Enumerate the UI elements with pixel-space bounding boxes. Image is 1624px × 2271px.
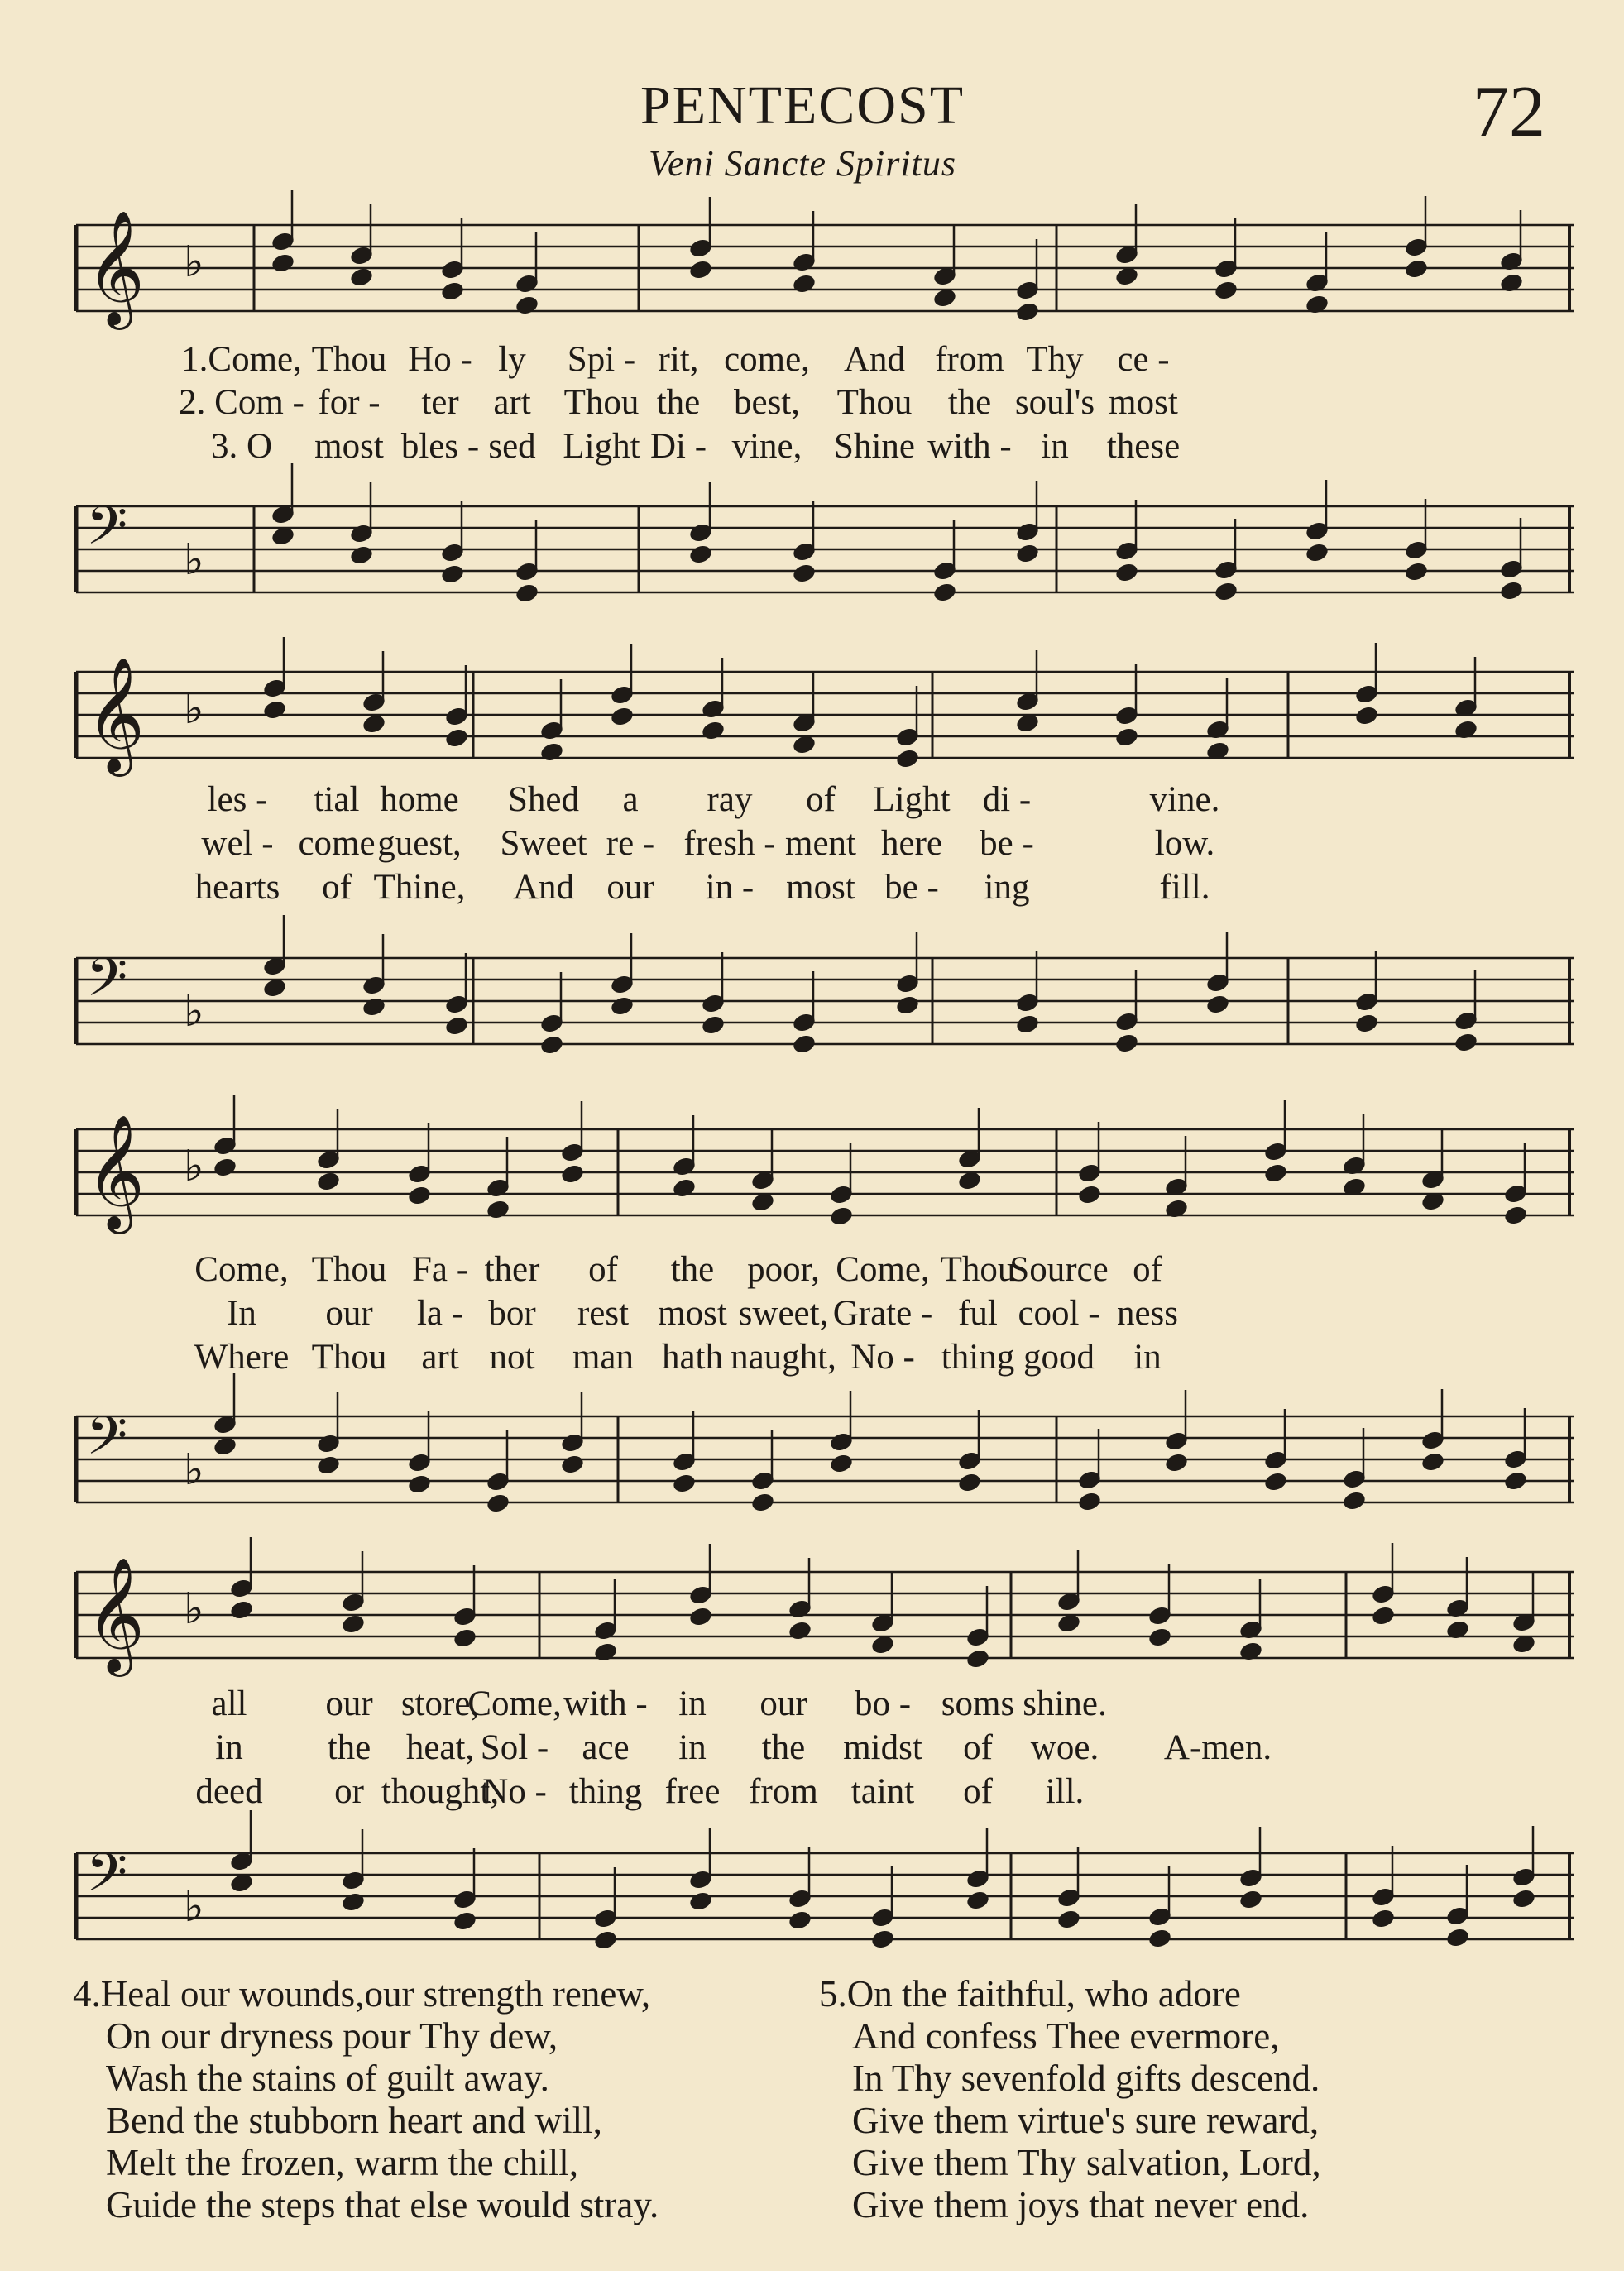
notehead <box>1305 542 1330 564</box>
notehead <box>1077 1491 1103 1513</box>
lyric-row <box>76 779 1574 821</box>
verse-line: On our dryness pour Thy dew, <box>106 2015 558 2057</box>
lyric-syllable: of <box>588 1250 618 1289</box>
notehead <box>688 259 714 281</box>
verse-line: Give them joys that never end. <box>852 2184 1310 2225</box>
lyric-syllable: art <box>493 383 531 422</box>
notehead <box>965 1648 991 1670</box>
lyric-syllable: low. <box>1154 824 1215 863</box>
lyric-syllable: poor, <box>747 1250 820 1289</box>
notehead <box>1445 1927 1471 1949</box>
lyric-syllable: And <box>512 868 575 907</box>
notehead <box>1342 1176 1368 1199</box>
lyric-syllable: free <box>664 1772 721 1811</box>
lyric-syllable: Ho - <box>408 340 472 379</box>
verse-line: 5.On the faithful, who adore <box>819 1973 1241 2015</box>
notehead <box>444 727 470 750</box>
lyric-syllable: 2. Com - <box>179 383 304 422</box>
notehead <box>1205 994 1231 1016</box>
lyric-syllable: No - <box>850 1338 915 1377</box>
lyric-syllable: best, <box>733 383 801 422</box>
notehead <box>1499 272 1525 295</box>
lyric-syllable: 1.Come, <box>181 340 302 379</box>
notehead <box>539 1034 565 1056</box>
bass-staff <box>76 1842 1574 1940</box>
lyric-syllable: Shine <box>834 427 915 466</box>
notehead <box>229 1599 255 1622</box>
notehead <box>788 1909 813 1932</box>
lyric-row <box>76 1337 1574 1378</box>
notehead <box>932 582 958 604</box>
lyric-syllable: fresh - <box>683 824 776 863</box>
lyric-syllable: hath <box>661 1338 724 1377</box>
lyric-syllable: vine, <box>731 427 802 466</box>
verse-line: Give them virtue's sure reward, <box>852 2100 1320 2141</box>
flat-sign-icon: ♭ <box>184 987 204 1037</box>
bass-staff <box>76 947 1574 1045</box>
notehead <box>1503 1470 1529 1492</box>
notehead <box>610 995 635 1018</box>
lyric-syllable: the <box>947 383 992 422</box>
bass-staff <box>76 1406 1574 1503</box>
notehead <box>1214 581 1239 603</box>
verse-line: Wash the stains of guilt away. <box>106 2058 549 2099</box>
lyric-syllable: Thine, <box>373 868 466 907</box>
hymn-subtitle: Veni Sancte Spiritus <box>649 143 956 184</box>
lyric-syllable: bo - <box>854 1684 912 1723</box>
lyric-syllable: Light <box>563 427 640 466</box>
notehead <box>362 996 387 1018</box>
lyric-syllable: Where <box>194 1338 290 1377</box>
lyric-syllable: Fa - <box>411 1250 469 1289</box>
notehead <box>1263 1471 1289 1493</box>
notehead <box>440 563 466 586</box>
lyric-syllable: in <box>1041 427 1069 466</box>
notehead <box>453 1627 478 1650</box>
treble-staff <box>76 657 1574 772</box>
lyric-syllable: from <box>749 1772 818 1811</box>
notehead <box>349 544 375 567</box>
bass-clef-icon: 𝄢 <box>86 496 128 570</box>
lyric-syllable: midst <box>843 1728 922 1767</box>
notehead <box>515 295 540 317</box>
treble-clef-icon: 𝄞 <box>86 210 145 325</box>
lyric-syllable: Thou <box>311 1338 387 1377</box>
lyric-syllable: our <box>759 1684 807 1723</box>
flat-sign-icon: ♭ <box>184 1445 204 1495</box>
notehead <box>1404 258 1430 280</box>
notehead <box>610 706 635 728</box>
lyric-syllable: soul's <box>1014 383 1095 422</box>
lyric-syllable: the <box>327 1728 371 1767</box>
notehead <box>316 1171 342 1193</box>
notehead <box>672 1177 697 1200</box>
notehead <box>560 1163 586 1186</box>
notehead <box>271 252 296 275</box>
lyric-row <box>76 823 1574 865</box>
lyric-syllable: a <box>622 780 639 819</box>
lyric-syllable: come, <box>724 340 810 379</box>
lyric-syllable: ill. <box>1045 1772 1085 1811</box>
lyric-syllable: Sweet <box>500 824 587 863</box>
lyric-syllable: shine. <box>1023 1684 1107 1723</box>
lyric-row <box>76 339 1574 381</box>
flat-sign-icon: ♭ <box>184 1882 204 1932</box>
lyric-syllable: ful <box>958 1294 998 1333</box>
lyric-syllable: our <box>606 868 654 907</box>
lyric-row <box>76 1249 1574 1291</box>
lyric-syllable: ment <box>785 824 856 863</box>
lyric-syllable: Come, <box>467 1684 562 1723</box>
lyric-syllable: ther <box>484 1250 540 1289</box>
notehead <box>262 699 288 721</box>
verse-line: Guide the steps that else would stray. <box>106 2184 659 2225</box>
lyric-syllable: wel - <box>201 824 274 863</box>
notehead <box>593 1929 619 1952</box>
lyric-syllable: ing <box>984 868 1030 907</box>
lyric-syllable: ness <box>1116 1294 1179 1333</box>
lyric-syllable: Thou <box>836 383 913 422</box>
notehead <box>1263 1162 1289 1185</box>
lyric-syllable: store, <box>400 1684 480 1723</box>
lyric-syllable: Thou <box>311 1250 387 1289</box>
notehead <box>1238 1641 1264 1663</box>
lyric-syllable: ace <box>582 1728 630 1767</box>
lyric-syllable: 3. O <box>210 427 273 466</box>
lyric-syllable: art <box>421 1338 459 1377</box>
verse-line: Melt the frozen, warm the chill, <box>106 2142 579 2183</box>
verse-5 <box>819 1973 1321 2226</box>
notehead <box>486 1492 511 1515</box>
notehead <box>1164 1198 1190 1220</box>
notehead <box>895 994 921 1017</box>
notehead <box>1354 705 1380 727</box>
notehead <box>349 266 375 289</box>
lyric-syllable: deed <box>195 1772 263 1811</box>
notehead <box>688 544 714 566</box>
lyric-syllable: thing <box>941 1338 1015 1377</box>
lyric-syllable: in - <box>705 868 755 907</box>
verse-line: In Thy sevenfold gifts descend. <box>852 2058 1320 2099</box>
lyric-syllable: with - <box>563 1684 648 1723</box>
lyric-syllable: Sol - <box>480 1728 549 1767</box>
lyric-syllable: les - <box>207 780 268 819</box>
lyric-syllable: Thy <box>1026 340 1084 379</box>
lyric-syllable: thing <box>568 1772 643 1811</box>
lyric-syllable: most <box>786 868 855 907</box>
notehead <box>1499 580 1525 602</box>
notehead <box>792 1033 817 1056</box>
notehead <box>560 1454 586 1476</box>
notehead <box>1238 1889 1264 1911</box>
lyric-syllable: re - <box>606 824 655 863</box>
treble-staff <box>76 1557 1574 1672</box>
notehead <box>1503 1205 1529 1227</box>
lyric-syllable: Come, <box>194 1250 289 1289</box>
notehead <box>444 1015 470 1037</box>
verse-line: And confess Thee evermore, <box>852 2015 1280 2057</box>
lyric-syllable: be - <box>884 868 939 907</box>
lyric-syllable: bles - <box>400 427 480 466</box>
lyric-syllable: our <box>325 1294 373 1333</box>
notehead <box>701 1014 726 1037</box>
lyric-syllable: good <box>1023 1338 1095 1377</box>
notehead <box>1342 1490 1368 1512</box>
notehead <box>1305 294 1330 316</box>
notehead <box>486 1199 511 1221</box>
verse-line: Bend the stubborn heart and will, <box>106 2100 602 2141</box>
notehead <box>1164 1452 1190 1474</box>
lyric-syllable: cool - <box>1018 1294 1100 1333</box>
lyric-row <box>76 1727 1574 1769</box>
lyric-row <box>76 1293 1574 1334</box>
lyric-syllable: And <box>843 340 906 379</box>
lyric-row <box>76 1684 1574 1725</box>
notehead <box>1454 719 1479 741</box>
notehead <box>440 280 466 303</box>
lyric-syllable: woe. <box>1030 1728 1099 1767</box>
lyric-syllable: most <box>658 1294 727 1333</box>
notehead <box>515 582 540 605</box>
notehead <box>362 713 387 735</box>
lyric-syllable: Come, <box>836 1250 930 1289</box>
notehead <box>1511 1888 1537 1910</box>
bass-staff <box>76 496 1574 593</box>
notehead <box>792 273 817 295</box>
lyric-syllable: A-men. <box>1163 1728 1272 1767</box>
lyric-syllable: In <box>227 1294 256 1333</box>
notehead <box>407 1473 433 1496</box>
lyric-syllable: not <box>489 1338 535 1377</box>
lyric-syllable: ce - <box>1117 340 1170 379</box>
lyric-syllable: in <box>678 1728 707 1767</box>
lyric-syllable: No - <box>482 1772 547 1811</box>
notehead <box>539 741 565 764</box>
lyric-syllable: in <box>678 1684 707 1723</box>
hymn-title: PENTECOST <box>640 75 965 136</box>
lyric-syllable: hearts <box>194 868 280 907</box>
lyric-syllable: of <box>806 780 836 819</box>
lyric-syllable: be - <box>980 824 1034 863</box>
lyric-syllable: or <box>334 1772 364 1811</box>
notehead <box>829 1453 855 1475</box>
notehead <box>895 748 921 770</box>
lyric-syllable: home <box>380 780 459 819</box>
lyric-syllable: these <box>1106 427 1181 466</box>
lyric-syllable: heat, <box>405 1728 475 1767</box>
lyric-syllable: man <box>572 1338 635 1377</box>
notehead <box>1056 1909 1082 1931</box>
notehead <box>1404 561 1430 583</box>
lyric-syllable: from <box>935 340 1004 379</box>
flat-sign-icon: ♭ <box>184 1142 204 1191</box>
lyric-syllable: rit, <box>658 340 699 379</box>
notehead <box>957 1472 983 1494</box>
notehead <box>1420 1451 1446 1473</box>
lyric-syllable: sweet, <box>738 1294 829 1333</box>
lyric-syllable: taint <box>850 1772 915 1811</box>
notehead <box>213 1157 238 1179</box>
lyric-syllable: here <box>881 824 942 863</box>
notehead <box>1077 1184 1103 1206</box>
notehead <box>672 1473 697 1495</box>
flat-sign-icon: ♭ <box>184 684 204 734</box>
lyric-syllable: come <box>298 824 376 863</box>
notehead <box>1445 1619 1471 1641</box>
lyric-syllable: for - <box>318 383 381 422</box>
lyric-syllable: Thou <box>311 340 387 379</box>
verse-line: Give them Thy salvation, Lord, <box>852 2142 1321 2183</box>
verse-line: 4.Heal our wounds,our strength renew, <box>73 1973 651 2015</box>
notehead <box>1205 740 1231 763</box>
notehead <box>750 1492 776 1514</box>
notehead <box>688 1606 714 1628</box>
lyric-syllable: the <box>670 1250 715 1289</box>
hymn-number: 72 <box>1473 72 1545 152</box>
lyric-syllable: vine. <box>1149 780 1220 819</box>
lyric-syllable: ly <box>498 340 526 379</box>
verse-4 <box>73 1973 659 2226</box>
notehead <box>1015 1013 1041 1036</box>
lyric-syllable: rest <box>577 1294 630 1333</box>
lyric-syllable: Light <box>873 780 951 819</box>
lyric-row <box>76 1771 1574 1813</box>
notehead <box>1454 1032 1479 1054</box>
lyric-syllable: of <box>322 868 352 907</box>
lyric-row <box>76 426 1574 467</box>
lyric-syllable: all <box>211 1684 247 1723</box>
lyric-syllable: ter <box>421 383 459 422</box>
treble-staff <box>76 210 1574 325</box>
notehead <box>701 720 726 742</box>
lyric-syllable: di - <box>982 780 1032 819</box>
lyric-syllable: Grate - <box>832 1294 933 1333</box>
treble-clef-icon: 𝄞 <box>86 1114 145 1229</box>
flat-sign-icon: ♭ <box>184 535 204 585</box>
lyric-syllable: the <box>656 383 701 422</box>
lyric-syllable: soms <box>941 1684 1015 1723</box>
notehead <box>407 1185 433 1207</box>
lyric-syllable: of <box>1133 1250 1162 1289</box>
lyric-syllable: Thou <box>563 383 640 422</box>
lyric-syllable: sed <box>488 427 536 466</box>
lyric-syllable: in <box>215 1728 243 1767</box>
bass-clef-icon: 𝄢 <box>86 947 128 1022</box>
lyric-row <box>76 382 1574 424</box>
notehead <box>593 1641 619 1664</box>
bass-clef-icon: 𝄢 <box>86 1842 128 1917</box>
notehead <box>1214 280 1239 302</box>
notehead <box>341 1613 366 1636</box>
notehead <box>1015 301 1041 323</box>
lyric-syllable: guest, <box>377 824 462 863</box>
notehead <box>1147 1627 1173 1649</box>
flat-sign-icon: ♭ <box>184 237 204 287</box>
notehead <box>316 1454 342 1477</box>
notehead <box>1371 1908 1396 1930</box>
notehead <box>1147 1928 1173 1950</box>
lyric-syllable: naught, <box>731 1338 836 1377</box>
notehead <box>341 1891 366 1914</box>
notehead <box>1114 1032 1140 1055</box>
lyric-syllable: in <box>1133 1338 1162 1377</box>
lyric-syllable: la - <box>416 1294 464 1333</box>
treble-clef-icon: 𝄞 <box>86 1557 145 1672</box>
notehead <box>688 1890 714 1913</box>
lyric-syllable: bor <box>488 1294 536 1333</box>
notehead <box>1114 562 1140 584</box>
notehead <box>965 1890 991 1912</box>
flat-sign-icon: ♭ <box>184 1584 204 1634</box>
lyric-row <box>76 867 1574 908</box>
lyric-syllable: of <box>963 1728 993 1767</box>
notehead <box>870 1928 896 1951</box>
notehead <box>829 1205 855 1228</box>
notehead <box>788 1620 813 1642</box>
notehead <box>453 1910 478 1933</box>
lyric-syllable: Di - <box>649 427 707 466</box>
lyric-syllable: most <box>314 427 384 466</box>
notehead <box>1371 1605 1396 1627</box>
bass-clef-icon: 𝄢 <box>86 1406 128 1480</box>
treble-staff <box>76 1114 1574 1229</box>
notehead <box>1015 543 1041 565</box>
lyric-syllable: most <box>1109 383 1178 422</box>
lyric-syllable: with - <box>927 427 1012 466</box>
lyric-syllable: Shed <box>508 780 579 819</box>
lyric-syllable: Thou <box>940 1250 1016 1289</box>
lyric-syllable: our <box>325 1684 373 1723</box>
treble-clef-icon: 𝄞 <box>86 657 145 772</box>
lyric-syllable: Source <box>1009 1250 1109 1289</box>
lyric-syllable: tial <box>314 780 360 819</box>
notehead <box>792 563 817 585</box>
lyric-syllable: fill. <box>1159 868 1210 907</box>
lyric-syllable: Spi - <box>567 340 636 379</box>
lyric-syllable: the <box>761 1728 806 1767</box>
lyric-syllable: of <box>963 1772 993 1811</box>
lyric-syllable: ray <box>707 780 753 819</box>
notehead <box>1114 726 1140 749</box>
notehead <box>1354 1013 1380 1035</box>
lyric-syllable: thought, <box>381 1772 500 1811</box>
